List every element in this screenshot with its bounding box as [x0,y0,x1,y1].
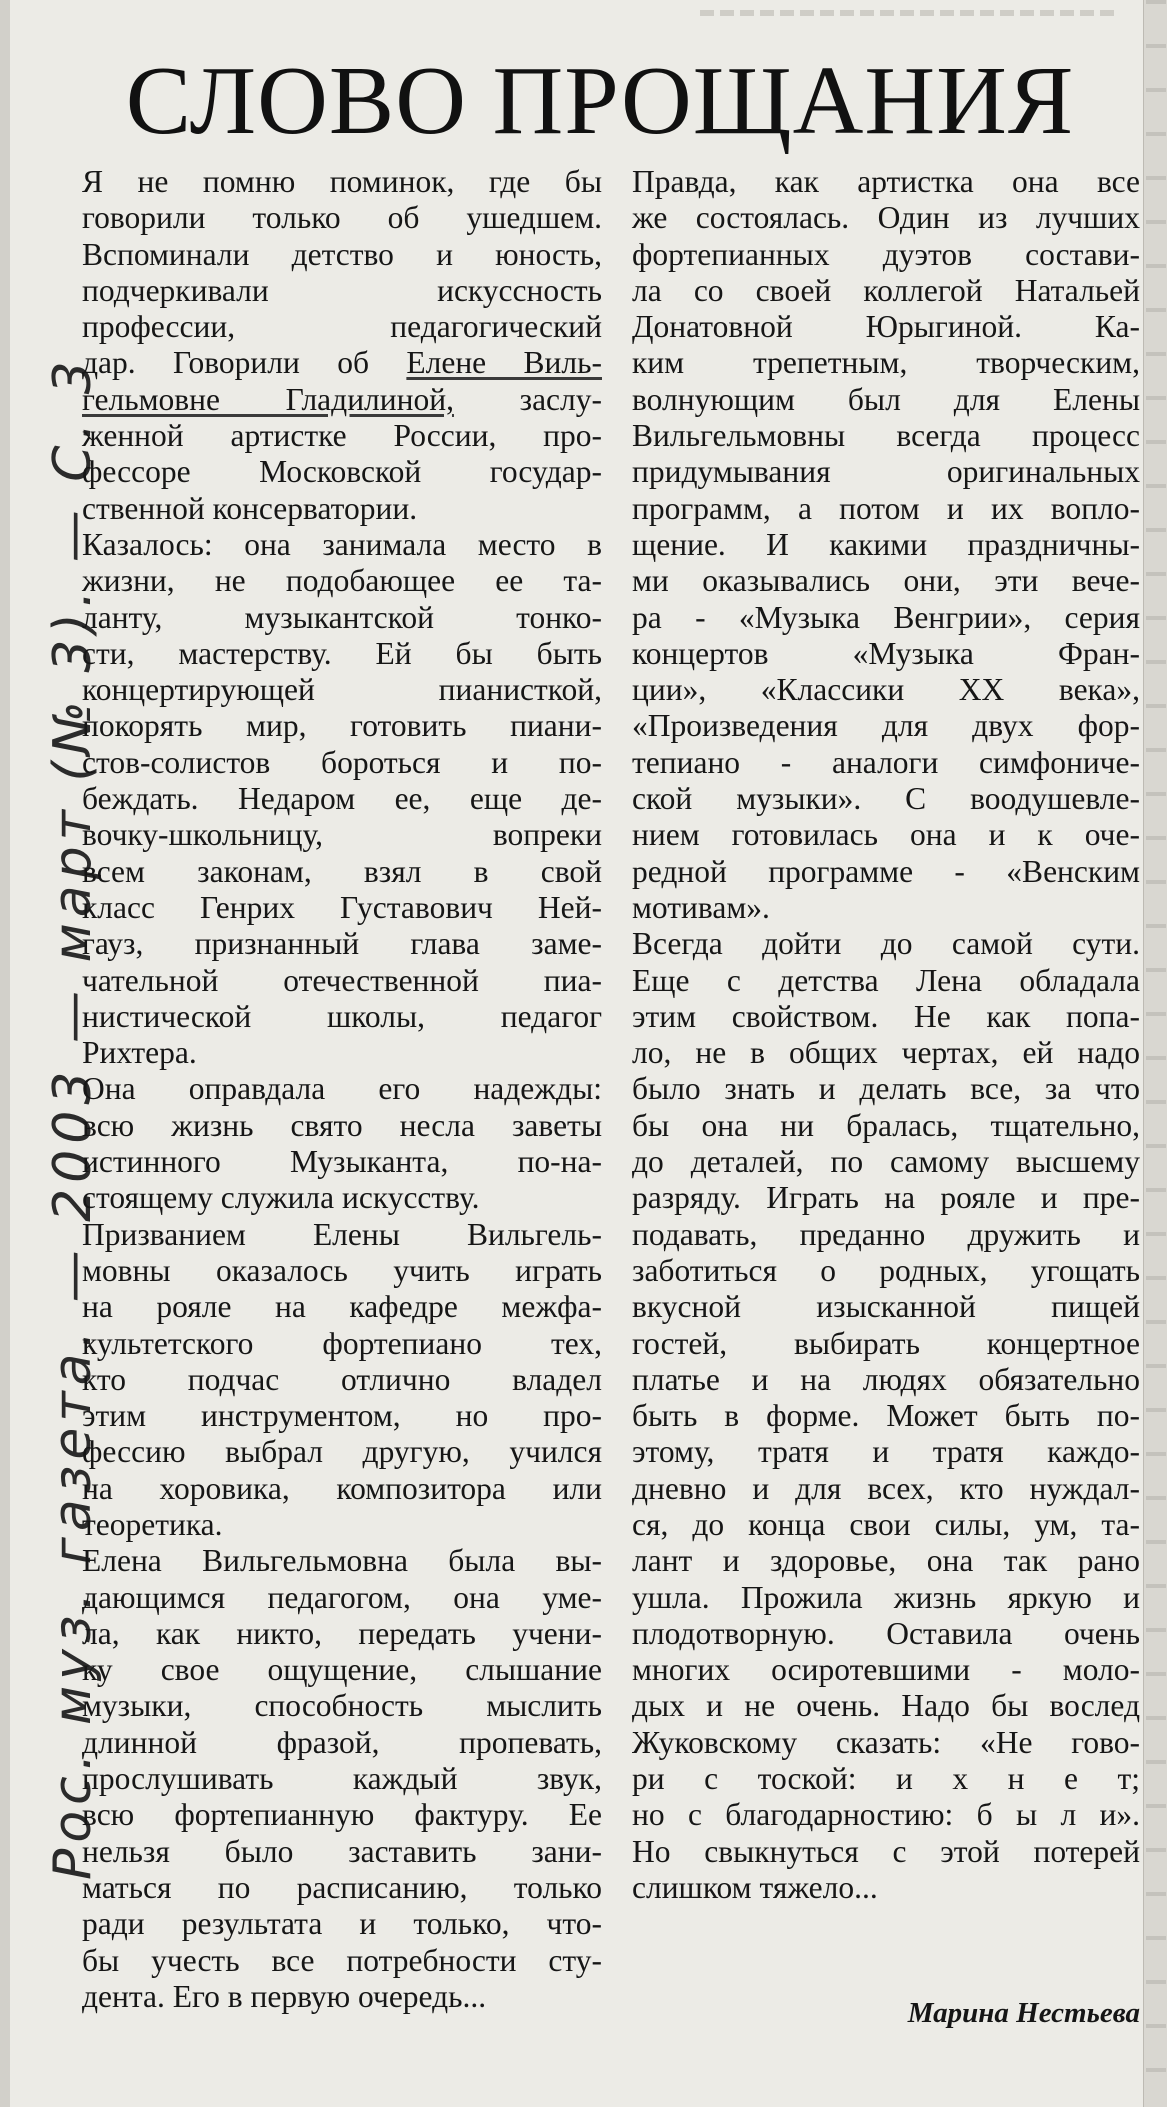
text-line: на хоровика, композитора или [82,1470,602,1506]
text-line: музыки, способность мыслить [82,1688,602,1724]
handwritten-citation: Рос. муз. газета. — 2003 — март (№ 3). — С. 3 [43,355,103,1880]
text-line: волнующим был для Елены [632,381,1140,417]
paragraph [82,527,602,1071]
text-line: Казалось: она занимала место в [82,526,602,562]
text-line: плодотворную. Оставила очень [632,1615,1140,1651]
text-line: ку свое ощущение, слышание [82,1652,602,1688]
text-line: длинной фразой, пропевать, [82,1724,602,1760]
text-line: Я не помню поминок, где бы [82,164,602,199]
text-line: беждать. Недаром ее, еще де- [82,781,602,817]
text-line: ри с тоской: и х н е т; [632,1761,1140,1797]
text-line: ра - «Музыка Венгрии», серия [632,599,1140,635]
text-line: сти, мастерству. Ей бы быть [82,635,602,671]
article-column-left [82,164,602,2015]
text-line: разряду. Играть на рояле и пре- [632,1180,1140,1216]
text-line: лант и здоровье, она так рано [632,1543,1140,1579]
text-line: Всегда дойти до самой сути. [632,926,1140,962]
text-line: дневно и для всех, кто нуждал- [632,1470,1140,1506]
text-line: подавать, преданно дружить и [632,1216,1140,1252]
text-line: дых и не очень. Надо бы вослед [632,1688,1140,1724]
paragraph [632,164,1140,926]
text-line: нельзя было заставить зани- [82,1833,602,1869]
text-line: Донатовной Юрыгиной. Ка- [632,309,1140,345]
text-line: покорять мир, готовить пиани- [82,708,602,744]
text-line: платье и на людях обязательно [632,1361,1140,1397]
handwritten-underline: гельмовне Гладилиной, [82,381,454,417]
text-line: всю фортепианную фактуру. Ее [82,1797,602,1833]
text-line: мотивам». [632,889,770,925]
text-line: всем законам, взял в свой [82,853,602,889]
bleed-through-top [700,0,1120,30]
text-line: же состоялась. Один из лучших [632,200,1140,236]
text-line: щение. И какими праздничны- [632,526,1140,562]
text-line: мовны оказалось учить играть [82,1252,602,1288]
text-line: кто подчас отлично владел [82,1361,602,1397]
text-line: маться по расписанию, только [82,1869,602,1905]
author-signature: Марина Нестьева [907,1997,1140,2029]
text-line: подчеркивали искусcность [82,272,602,308]
scan-edge-left [0,0,10,2107]
paragraph [82,1543,602,2015]
text-line: концертирующей пианисткой, [82,672,602,708]
article-column-right [632,164,1140,1906]
text-line: Вспоминали детство и юность, [82,236,602,272]
text-line: говорили только об ушедшем. [82,200,602,236]
bleed-through-right [1146,0,1166,2107]
text-line: фортепианных дуэтов состави- [632,236,1140,272]
text-line: истинного Музыканта, по-на- [82,1144,602,1180]
text-line: Но свыкнуться с этой потерей [632,1833,1140,1869]
text-line: класс Генрих Густавович Ней- [82,889,602,925]
text-line: ственной консерватории. [82,490,418,526]
text-line: профессии, педагогический [82,309,602,345]
text-line: вкусной изысканной пищей [632,1289,1140,1325]
text-line: на рояле на кафедре межфа- [82,1289,602,1325]
article-title: СЛОВО ПРОЩАНИЯ [125,47,1075,155]
text-line: прослушивать каждый звук, [82,1761,602,1797]
text-line: Правда, как артистка она все [632,164,1140,199]
text-line: чательной отечественной пиа- [82,962,602,998]
text-line: фессоре Московской государ- [82,454,602,490]
text-line: нистической школы, педагог [82,998,602,1034]
text-line: этим свойством. Не как попа- [632,998,1140,1034]
text-line: редной программе - «Венским [632,853,1140,889]
text-line: ской музыки». С воодушевле- [632,781,1140,817]
text-line: всю жизнь свято несла заветы [82,1107,602,1143]
text-line: Она оправдала его надежды: [82,1071,602,1107]
text-line: но с благодарностию: б ы л и». [632,1797,1140,1833]
text-line: Елена Вильгельмовна была вы- [82,1543,602,1579]
text-line: ушла. Прожила жизнь яркую и [632,1579,1140,1615]
text-line: ции», «Классики ХХ века», [632,672,1140,708]
text-line: Вильгельмовны всегда процесс [632,418,1140,454]
text-line: ким трепетным, творческим, [632,345,1140,381]
text-line: быть в форме. Может быть по- [632,1398,1140,1434]
text-line: Жуковскому сказать: «Не гово- [632,1724,1140,1760]
text-line: бы учесть все потребности сту- [82,1942,602,1978]
text-line: ся, до конца свои силы, ум, та- [632,1506,1140,1542]
text-line: придумывания оригинальных [632,454,1140,490]
paragraph [82,164,602,527]
text-line: многих осиротевшими - моло- [632,1652,1140,1688]
paragraph [632,926,1140,1906]
text-line: Рихтера. [82,1035,197,1071]
text-line: фессию выбрал другую, учился [82,1434,602,1470]
text-line: стоящему служила искусству. [82,1180,480,1216]
text-line: ради результата и только, что- [82,1906,602,1942]
text-line: заботиться о родных, угощать [632,1252,1140,1288]
text-line: тепиано - аналоги симфониче- [632,744,1140,780]
text-line: этому, тратя и тратя каждо- [632,1434,1140,1470]
text-line: ло, не в общих чертах, ей надо [632,1035,1140,1071]
text-line: дента. Его в первую очередь... [82,1978,487,2014]
handwritten-underline: Елене Виль- [406,345,602,381]
text-line: гауз, признанный глава заме- [82,926,602,962]
text-line: нием готовилась она и к оче- [632,817,1140,853]
text-line: вочку-школьницу, вопреки [82,817,602,853]
text-line: Еще с детства Лена обладала [632,962,1140,998]
text-line: ми оказывались они, эти вече- [632,563,1140,599]
text-line: ла со своей коллегой Натальей [632,272,1140,308]
text-line: стов-солистов бороться и по- [82,744,602,780]
text-line: бы она ни бралась, тщательно, [632,1107,1140,1143]
text-line: культетского фортепиано тех, [82,1325,602,1361]
text-line: было знать и делать все, за что [632,1071,1140,1107]
text-line: до деталей, по самому высшему [632,1144,1140,1180]
text-line: Призванием Елены Вильгель- [82,1216,602,1252]
text-line: жизни, не подобающее ее та- [82,563,602,599]
text-line: женной артистке России, про- [82,418,602,454]
text-line: дар. Говорили об Елене Виль- [82,345,602,381]
text-line: «Произведения для двух фор- [632,708,1140,744]
text-line: дающимся педагогом, она уме- [82,1579,602,1615]
text-line: гельмовне Гладилиной, заслу- [82,381,602,417]
text-line: ланту, музыкантской тонко- [82,599,602,635]
text-line: концертов «Музыка Фран- [632,635,1140,671]
text-line: этим инструментом, но про- [82,1398,602,1434]
text-line: гостей, выбирать концертное [632,1325,1140,1361]
text-line: ла, как никто, передать учени- [82,1615,602,1651]
text-line: слишком тяжело... [632,1869,878,1905]
paragraph [82,1071,602,1216]
text-line: программ, а потом и их вопло- [632,490,1140,526]
paragraph [82,1217,602,1544]
text-line: теоретика. [82,1506,223,1542]
